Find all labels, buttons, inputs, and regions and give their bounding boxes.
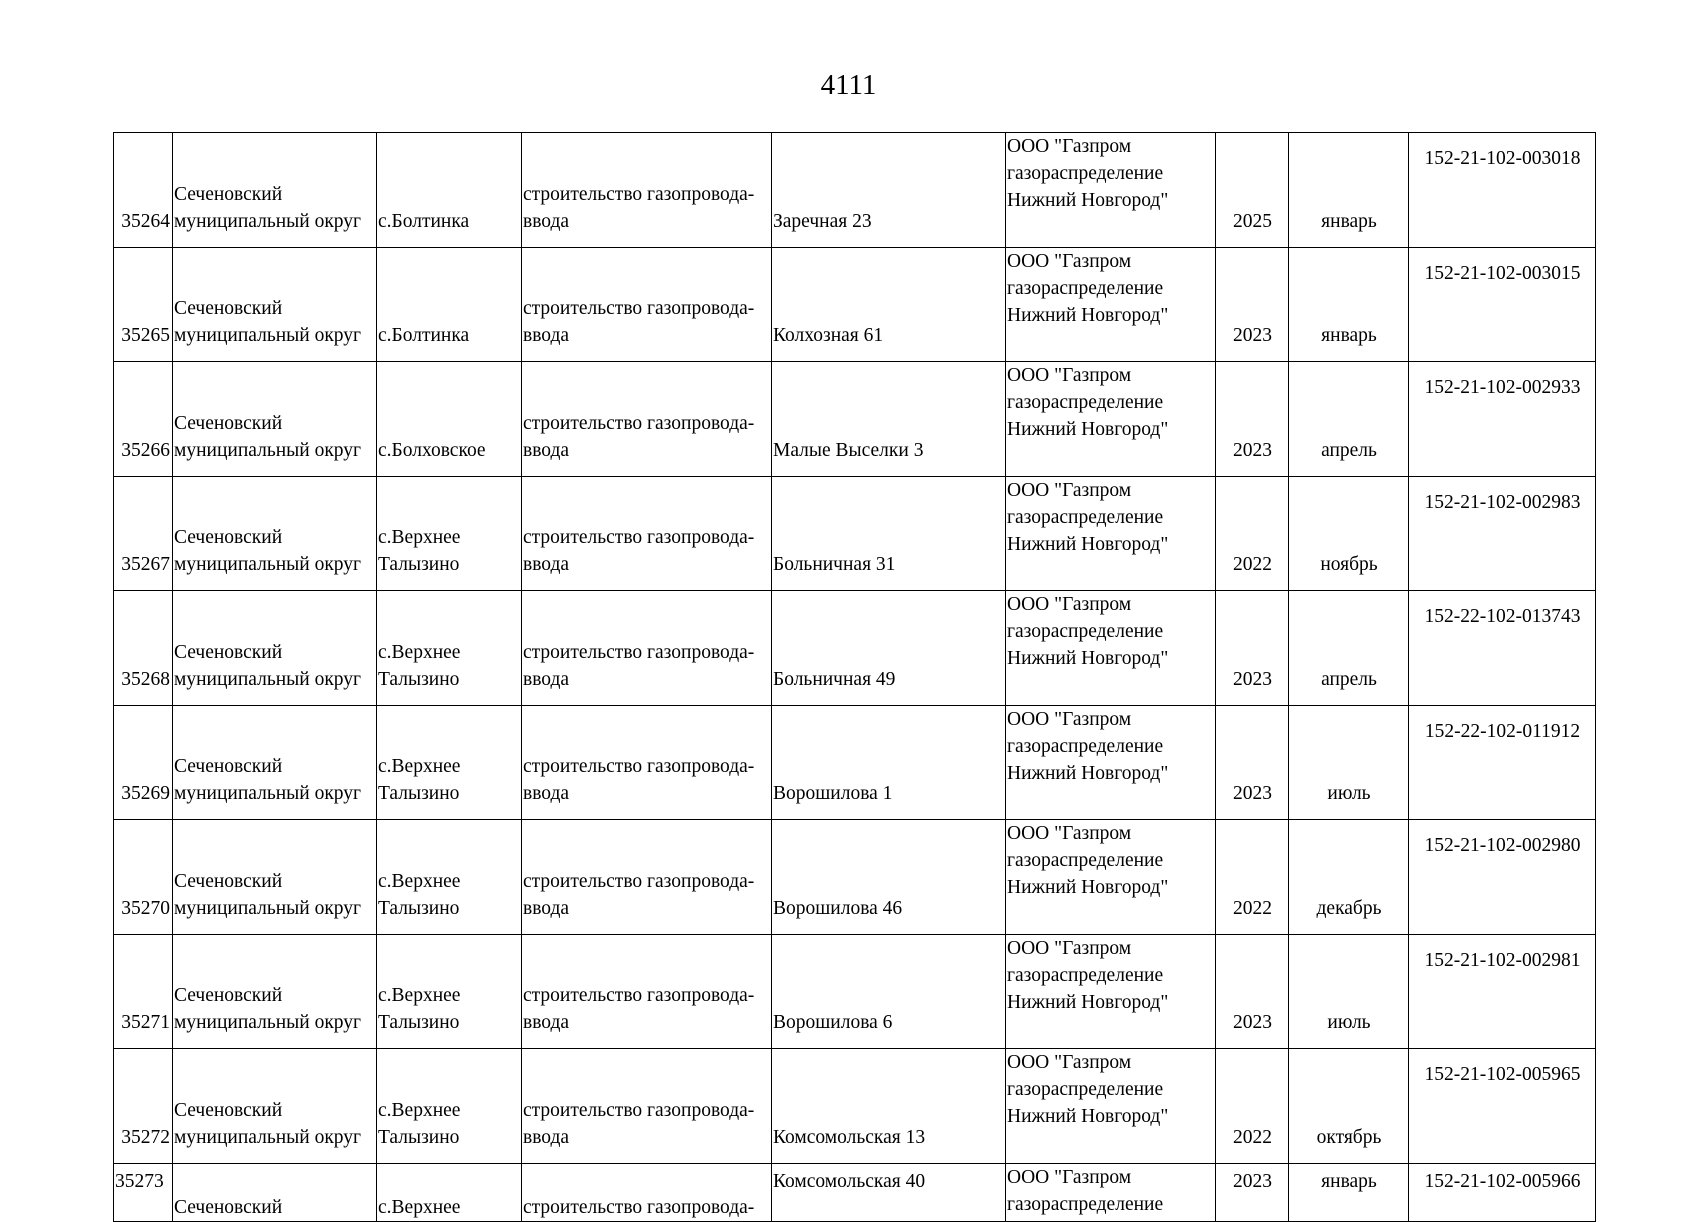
district-line: муниципальный округ: [174, 439, 362, 461]
locality-line: с.Верхнее: [378, 870, 461, 892]
row-number: 35266: [114, 362, 173, 477]
table-row: [114, 591, 1596, 706]
year-cell: 2023: [1216, 1163, 1289, 1221]
work-type-cell: [522, 934, 772, 1049]
organization-line: Нижний Новгород": [1007, 533, 1169, 555]
code-cell: 152-21-102-003015: [1409, 247, 1596, 362]
organization-line: ООО "Газпром: [1007, 594, 1132, 615]
address-cell: Малые Выселки 3: [772, 362, 1006, 477]
address-cell: Заречная 23: [772, 133, 1006, 248]
table-row: [114, 1163, 1596, 1221]
address-cell: Больничная 31: [772, 476, 1006, 591]
work-type-cell: [522, 247, 772, 362]
district-cell: [173, 820, 377, 935]
organization-cell: [1006, 705, 1216, 820]
locality-cell: [377, 133, 522, 248]
district-line: Сеченовский: [174, 183, 283, 205]
code-cell: 152-22-102-011912: [1409, 705, 1596, 820]
locality-cell: [377, 476, 522, 591]
row-number: 35270: [114, 820, 173, 935]
code-cell: 152-22-102-013743: [1409, 591, 1596, 706]
locality-line: с.Верхнее: [378, 1099, 461, 1121]
work-type-cell: [522, 476, 772, 591]
month-cell: январь: [1289, 133, 1409, 248]
organization-line: газораспределение: [1007, 506, 1164, 528]
district-cell: [173, 133, 377, 248]
district-line: Сеченовский: [174, 298, 283, 319]
district-cell: [173, 591, 377, 706]
organization-line: газораспределение: [1007, 1193, 1164, 1215]
gas-pipeline-registry-table: [113, 132, 1596, 1222]
locality-line: с.Верхнее: [378, 641, 461, 663]
organization-line: ООО "Газпром: [1007, 1052, 1132, 1073]
work-type-cell: [522, 362, 772, 477]
organization-line: Нижний Новгород": [1007, 877, 1169, 898]
work-type-line: ввода: [523, 1126, 570, 1148]
row-number: 35269: [114, 705, 173, 820]
work-type-line: строительство газопровода-: [523, 412, 755, 434]
table-row: [114, 705, 1596, 820]
work-type-line: ввода: [523, 439, 570, 461]
table-row: [114, 362, 1596, 477]
locality-cell: [377, 247, 522, 362]
district-line: муниципальный округ: [174, 897, 362, 919]
district-line: Сеченовский: [174, 641, 283, 663]
work-type-cell: [522, 1049, 772, 1164]
organization-cell: [1006, 133, 1216, 248]
code-cell: 152-21-102-005965: [1409, 1049, 1596, 1164]
work-type-line: ввода: [523, 897, 570, 919]
row-number: 35267: [114, 476, 173, 591]
row-number: 35272: [114, 1049, 173, 1164]
locality-line: Талызино: [378, 783, 460, 804]
organization-line: газораспределение: [1007, 163, 1164, 184]
organization-line: ООО "Газпром: [1007, 479, 1132, 501]
locality-cell: [377, 820, 522, 935]
month-cell: декабрь: [1289, 820, 1409, 935]
district-cell: [173, 247, 377, 362]
organization-line: Нижний Новгород": [1007, 190, 1169, 211]
organization-cell: [1006, 1049, 1216, 1164]
work-type-line: строительство газопровода-: [523, 1099, 755, 1121]
year-cell: 2025: [1216, 133, 1289, 248]
work-type-line: строительство газопровода-: [523, 985, 755, 1006]
district-line: Сеченовский: [174, 412, 283, 434]
year-cell: 2022: [1216, 820, 1289, 935]
organization-line: ООО "Газпром: [1007, 365, 1132, 386]
organization-line: Нижний Новгород": [1007, 419, 1169, 440]
district-line: муниципальный округ: [174, 783, 362, 804]
organization-cell: [1006, 247, 1216, 362]
district-line: Сеченовский: [174, 985, 283, 1006]
locality-line: с.Болховское: [378, 439, 486, 461]
district-line: Сеченовский: [174, 1099, 283, 1121]
work-type-line: ввода: [523, 783, 570, 804]
work-type-line: строительство газопровода-: [523, 756, 755, 777]
year-cell: 2022: [1216, 476, 1289, 591]
organization-line: ООО "Газпром: [1007, 136, 1132, 157]
locality-cell: [377, 705, 522, 820]
organization-line: Нижний Новгород": [1007, 762, 1169, 784]
organization-line: газораспределение: [1007, 1079, 1164, 1100]
table-row: [114, 934, 1596, 1049]
work-type-line: ввода: [523, 1012, 570, 1033]
year-cell: 2023: [1216, 591, 1289, 706]
table-row: [114, 133, 1596, 248]
organization-cell: [1006, 1163, 1216, 1221]
organization-cell: [1006, 591, 1216, 706]
address-cell: Больничная 49: [772, 591, 1006, 706]
row-number: 35264: [114, 133, 173, 248]
organization-cell: [1006, 476, 1216, 591]
address-cell: Комсомольская 13: [772, 1049, 1006, 1164]
code-cell: 152-21-102-002983: [1409, 476, 1596, 591]
district-cell: [173, 934, 377, 1049]
work-type-line: строительство газопровода-: [523, 298, 755, 319]
row-number: 35271: [114, 934, 173, 1049]
organization-line: ООО "Газпром: [1007, 937, 1132, 959]
locality-line: Талызино: [378, 1012, 460, 1033]
organization-cell: [1006, 362, 1216, 477]
work-type-line: ввода: [523, 668, 570, 690]
year-cell: 2023: [1216, 362, 1289, 477]
month-cell: апрель: [1289, 591, 1409, 706]
row-number: 35265: [114, 247, 173, 362]
locality-cell: с.Верхнее: [377, 1163, 522, 1221]
code-cell: 152-21-102-002933: [1409, 362, 1596, 477]
locality-line: Талызино: [378, 668, 460, 690]
work-type-cell: строительство газопровода-: [522, 1163, 772, 1221]
district-line: муниципальный округ: [174, 1012, 362, 1033]
district-line: муниципальный округ: [174, 668, 362, 690]
year-cell: 2023: [1216, 705, 1289, 820]
month-cell: июль: [1289, 705, 1409, 820]
organization-line: Нижний Новгород": [1007, 648, 1169, 669]
work-type-cell: [522, 591, 772, 706]
code-cell: 152-21-102-002981: [1409, 934, 1596, 1049]
work-type-line: строительство газопровода-: [523, 183, 755, 205]
month-cell: январь: [1289, 1163, 1409, 1221]
table-row: [114, 476, 1596, 591]
organization-line: газораспределение: [1007, 735, 1164, 757]
work-type-cell: [522, 705, 772, 820]
district-cell: [173, 1049, 377, 1164]
locality-line: с.Болтинка: [378, 210, 470, 232]
organization-line: Нижний Новгород": [1007, 1106, 1169, 1127]
address-cell: Комсомольская 40: [772, 1163, 1006, 1221]
month-cell: июль: [1289, 934, 1409, 1049]
locality-line: Талызино: [378, 554, 460, 575]
work-type-line: ввода: [523, 325, 570, 346]
district-cell: [173, 705, 377, 820]
table-row: [114, 820, 1596, 935]
row-number: 35268: [114, 591, 173, 706]
work-type-line: ввода: [523, 554, 570, 575]
locality-line: с.Болтинка: [378, 325, 470, 346]
locality-cell: [377, 1049, 522, 1164]
table-row: [114, 1049, 1596, 1164]
locality-cell: [377, 934, 522, 1049]
organization-line: газораспределение: [1007, 964, 1164, 986]
locality-line: с.Верхнее: [378, 527, 461, 548]
locality-line: Талызино: [378, 897, 460, 919]
organization-line: Нижний Новгород": [1007, 304, 1169, 326]
locality-cell: [377, 362, 522, 477]
organization-line: ООО "Газпром: [1007, 823, 1132, 844]
district-cell: Сеченовский: [173, 1163, 377, 1221]
code-cell: 152-21-102-003018: [1409, 133, 1596, 248]
district-line: Сеченовский: [174, 756, 283, 777]
organization-line: ООО "Газпром: [1007, 250, 1132, 272]
work-type-line: строительство газопровода-: [523, 870, 755, 892]
year-cell: 2022: [1216, 1049, 1289, 1164]
organization-line: газораспределение: [1007, 392, 1164, 413]
organization-line: Нижний Новгород": [1007, 991, 1169, 1013]
month-cell: апрель: [1289, 362, 1409, 477]
table-row: [114, 247, 1596, 362]
district-line: муниципальный округ: [174, 325, 362, 346]
organization-cell: [1006, 934, 1216, 1049]
code-cell: 152-21-102-005966: [1409, 1163, 1596, 1221]
district-cell: [173, 476, 377, 591]
organization-line: газораспределение: [1007, 621, 1164, 642]
page-number: 4111: [820, 69, 877, 101]
month-cell: ноябрь: [1289, 476, 1409, 591]
organization-line: газораспределение: [1007, 277, 1164, 299]
address-cell: Колхозная 61: [772, 247, 1006, 362]
organization-line: ООО "Газпром: [1007, 1166, 1132, 1188]
organization-line: газораспределение: [1007, 850, 1164, 871]
organization-line: ООО "Газпром: [1007, 708, 1132, 730]
district-line: муниципальный округ: [174, 210, 362, 232]
locality-cell: [377, 591, 522, 706]
year-cell: 2023: [1216, 934, 1289, 1049]
work-type-line: строительство газопровода-: [523, 641, 755, 663]
month-cell: октябрь: [1289, 1049, 1409, 1164]
work-type-cell: [522, 820, 772, 935]
address-cell: Ворошилова 6: [772, 934, 1006, 1049]
code-cell: 152-21-102-002980: [1409, 820, 1596, 935]
row-number: 35273: [114, 1163, 173, 1221]
year-cell: 2023: [1216, 247, 1289, 362]
work-type-line: строительство газопровода-: [523, 527, 755, 548]
work-type-cell: [522, 133, 772, 248]
locality-line: Талызино: [378, 1126, 460, 1148]
address-cell: Ворошилова 1: [772, 705, 1006, 820]
locality-line: с.Верхнее: [378, 985, 461, 1006]
locality-line: с.Верхнее: [378, 756, 461, 777]
district-line: Сеченовский: [174, 870, 283, 892]
district-line: Сеченовский: [174, 527, 283, 548]
month-cell: январь: [1289, 247, 1409, 362]
work-type-line: ввода: [523, 210, 570, 232]
address-cell: Ворошилова 46: [772, 820, 1006, 935]
organization-cell: [1006, 820, 1216, 935]
district-line: муниципальный округ: [174, 1126, 362, 1148]
district-line: муниципальный округ: [174, 554, 362, 575]
district-cell: [173, 362, 377, 477]
